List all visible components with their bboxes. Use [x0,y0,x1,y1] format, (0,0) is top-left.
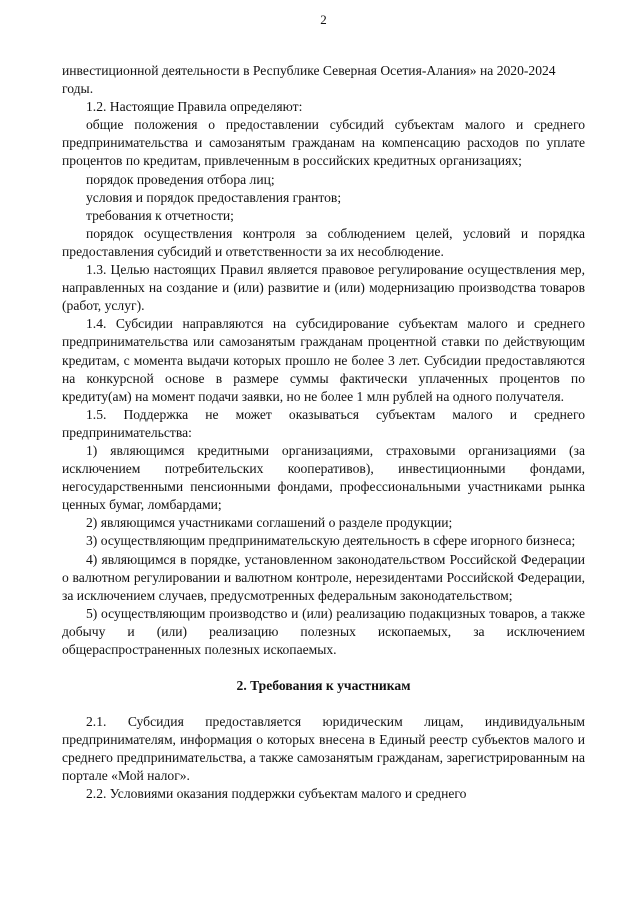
exclusion-item-2: 2) являющимся участниками соглашений о разделе продукции; [86,515,453,531]
list-item-reporting: требования к отчетности; [86,207,234,223]
paragraph-1-4: 1.4. Субсидии направляются на субсидирование субъектам малого и среднего предпринимательства или самозанятым гражданам процентной ставки по действующим кредитам, с момента выдачи которых прошло не более 3 лет. Субсидии предоставляются на конкурсной основе в размере суммы фактически уплаченных процентов по кредиту(ам) на момент подачи заявки, но не более 1 млн рублей на одного получателя. [62,316,585,404]
paragraph-1-5: 1.5. Поддержка не может оказываться субъектам малого и среднего предпринимательства: [62,406,585,440]
list-item-selection-procedure: порядок проведения отбора лиц; [86,171,275,187]
exclusion-item-3: 3) осуществляющим предпринимательскую деятельность в сфере игорного бизнеса; [86,533,576,549]
paragraph-2-1: 2.1. Субсидия предоставляется юридическим лицам, индивидуальным предпринимателям, информация о которых внесена в Единый реестр субъектов малого и среднего предпринимательства, а также самозанятым гражданам, зарегистрированным на портале «Мой налог». [62,714,585,784]
page-number: 2 [320,12,327,27]
exclusion-item-1: 1) являющимся кредитными организациями, страховыми организациями (за исключением потребительских кооперативов), инвестиционными фондами, негосударственными пенсионными фондами, профессиональными участниками рынка ценных бумаг, ломбардами; [62,442,585,513]
list-item-general-provisions: общие положения о предоставлении субсидий субъектам малого и среднего предпринимательства и самозанятым гражданам на компенсацию расходов по уплате процентов по кредитам, привлеченным в российских кредитных организациях; [62,117,585,169]
list-item-grant-conditions: условия и порядок предоставления грантов; [86,189,342,205]
exclusion-item-4: 4) являющимся в порядке, установленном законодательством Российской Федерации о валютном регулировании и валютном контроле, нерезидентами Российской Федерации, за исключением случаев, предусмотренных федеральным законодательством; [62,551,585,603]
paragraph-1-2: 1.2. Настоящие Правила определяют: [86,99,303,115]
paragraph-2-2: 2.2. Условиями оказания поддержки субъектам малого и среднего [86,786,467,802]
document-body [62,62,585,804]
paragraph-1-3: 1.3. Целью настоящих Правил является правовое регулирование осуществления мер, направленных на создание и (или) развитие и (или) модернизацию производства товаров (работ, услуг). [62,262,585,314]
list-item-control: порядок осуществления контроля за соблюдением целей, условий и порядка предоставления субсидий и ответственности за их несоблюдение. [62,225,585,259]
paragraph-continuation: инвестиционной деятельности в Республике Северная Осетия-Алания» на 2020-2024 годы. [62,63,556,97]
section-heading: 2. Требования к участникам [236,678,411,694]
exclusion-item-5: 5) осуществляющим производство и (или) реализацию подакцизных товаров, а также добычу и (или) реализацию полезных ископаемых, за исключением общераспространенных полезных ископаемых. [62,605,585,657]
